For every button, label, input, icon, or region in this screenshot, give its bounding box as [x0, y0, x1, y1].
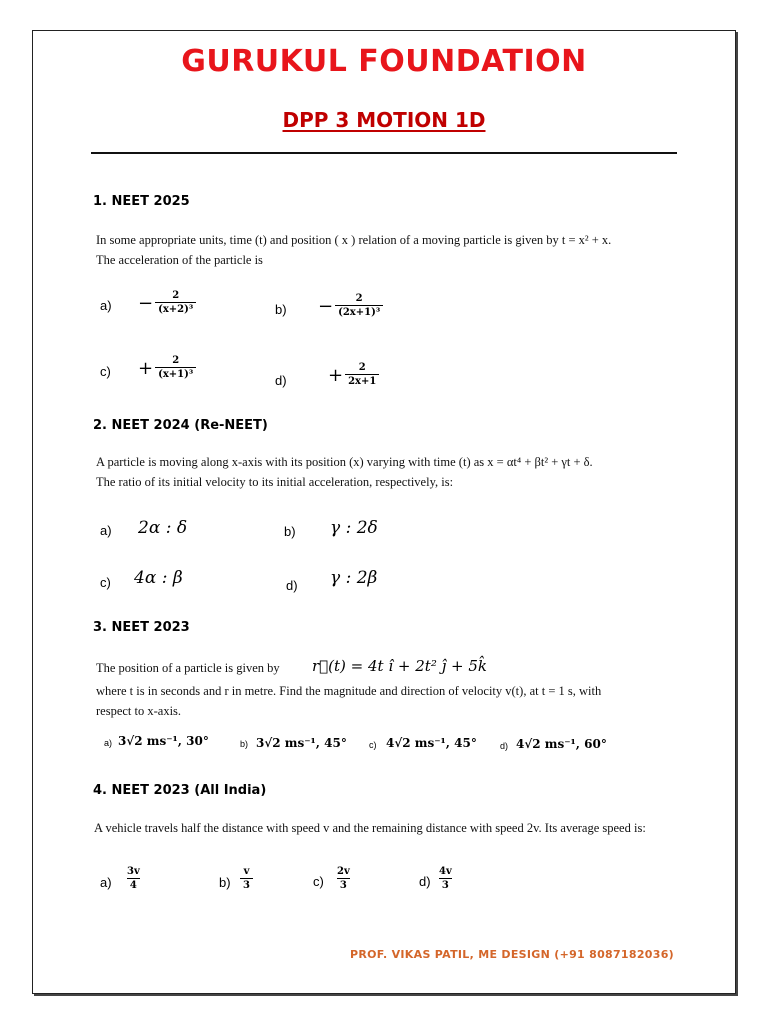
q4-option-b-value[interactable]: [240, 866, 253, 892]
q3-option-d-value[interactable]: 4√2 ms⁻¹, 60°: [516, 737, 607, 751]
question-2-text-line1: A particle is moving along x-axis with its position (x) varying with time (t) as x = αt⁴ + βt² + γt + δ.: [96, 455, 593, 469]
q1-option-a-num: 2: [172, 290, 180, 301]
q3-option-c-label: c): [369, 740, 377, 750]
q1-option-a-den: (x+2)³: [155, 302, 196, 316]
q1-option-d-den: 2x+1: [345, 374, 379, 388]
q1-option-d-label: d): [275, 373, 287, 388]
q1-option-d-num: 2: [358, 362, 366, 373]
page-border: [32, 30, 736, 994]
q4-option-a-den: 4: [127, 878, 140, 892]
header-divider: [91, 152, 677, 154]
q3-option-a-value[interactable]: 3√2 ms⁻¹, 30°: [118, 734, 209, 748]
question-1-text-line2: The acceleration of the particle is: [96, 253, 263, 267]
q1-option-c-value[interactable]: [138, 355, 196, 381]
q1-option-b-sign: −: [318, 295, 334, 317]
q2-option-b-label: b): [284, 524, 296, 539]
question-4-heading: 4. NEET 2023 (All India): [93, 783, 267, 798]
q1-option-d-sign: +: [328, 364, 344, 386]
q1-option-a-sign: −: [138, 292, 154, 314]
q3-option-c-value[interactable]: 4√2 ms⁻¹, 45°: [386, 736, 477, 750]
q4-option-a-num: 3v: [127, 866, 140, 877]
question-2-heading: 2. NEET 2024 (Re-NEET): [93, 418, 268, 433]
question-1-heading: 1. NEET 2025: [93, 194, 190, 209]
q2-option-c-label: c): [100, 575, 111, 590]
q1-option-a-value[interactable]: [138, 290, 196, 316]
q4-option-c-den: 3: [337, 878, 350, 892]
q2-option-a-value[interactable]: 2α : δ: [138, 518, 188, 538]
q3-option-d-label: d): [500, 741, 509, 751]
question-3-text-line3: respect to x-axis.: [96, 704, 182, 718]
q1-option-b-num: 2: [355, 293, 363, 304]
question-3-text-line1: The position of a particle is given by: [96, 661, 280, 675]
q4-option-b-num: v: [243, 866, 250, 877]
q1-option-c-num: 2: [172, 355, 180, 366]
q2-option-d-label: d): [286, 578, 298, 593]
q4-option-d-label: d): [419, 874, 431, 889]
footer-credit: PROF. VIKAS PATIL, ME DESIGN (+91 8087182036): [350, 948, 674, 961]
question-3-equation: r⃗(t) = 4t î + 2t² ĵ + 5k̂: [312, 657, 487, 675]
q4-option-b-label: b): [219, 875, 231, 890]
q2-option-a-label: a): [100, 523, 112, 538]
page-subtitle: DPP 3 MOTION 1D: [282, 108, 486, 132]
q4-option-a-value[interactable]: [124, 866, 143, 892]
q1-option-d-value[interactable]: [328, 362, 379, 388]
question-3-heading: 3. NEET 2023: [93, 620, 190, 635]
q4-option-d-value[interactable]: [436, 866, 455, 892]
q4-option-d-num: 4v: [439, 866, 452, 877]
q1-option-b-value[interactable]: [318, 293, 383, 319]
q1-option-c-label: c): [100, 364, 111, 379]
q3-option-b-label: b): [240, 739, 249, 749]
q3-option-b-value[interactable]: 3√2 ms⁻¹, 45°: [256, 736, 347, 750]
q4-option-c-value[interactable]: [334, 866, 353, 892]
question-1-text-line1: In some appropriate units, time (t) and position ( x ) relation of a moving particle is given by t = x² + x.: [96, 233, 612, 247]
q2-option-b-value[interactable]: γ : 2δ: [330, 518, 378, 538]
question-3-text-line2: where t is in seconds and r in metre. Find the magnitude and direction of velocity v(t), at t = 1 s, with: [96, 684, 602, 698]
q4-option-b-den: 3: [240, 878, 253, 892]
q2-option-c-value[interactable]: 4α : β: [134, 568, 183, 588]
q4-option-c-num: 2v: [337, 866, 350, 877]
q1-option-b-den: (2x+1)³: [335, 305, 383, 319]
q1-option-c-den: (x+1)³: [155, 367, 196, 381]
question-4-text-line1: A vehicle travels half the distance with speed v and the remaining distance with speed 2v. Its average speed is:: [94, 821, 646, 835]
q2-option-d-value[interactable]: γ : 2β: [330, 568, 378, 588]
question-2-text-line2: The ratio of its initial velocity to its initial acceleration, respectively, is:: [96, 475, 454, 489]
q4-option-a-label: a): [100, 875, 112, 890]
q4-option-c-label: c): [313, 874, 324, 889]
q1-option-c-sign: +: [138, 357, 154, 379]
q1-option-b-label: b): [275, 302, 287, 317]
q4-option-d-den: 3: [439, 878, 452, 892]
q1-option-a-label: a): [100, 298, 112, 313]
page-title: GURUKUL FOUNDATION: [181, 44, 587, 79]
q3-option-a-label: a): [104, 738, 113, 748]
